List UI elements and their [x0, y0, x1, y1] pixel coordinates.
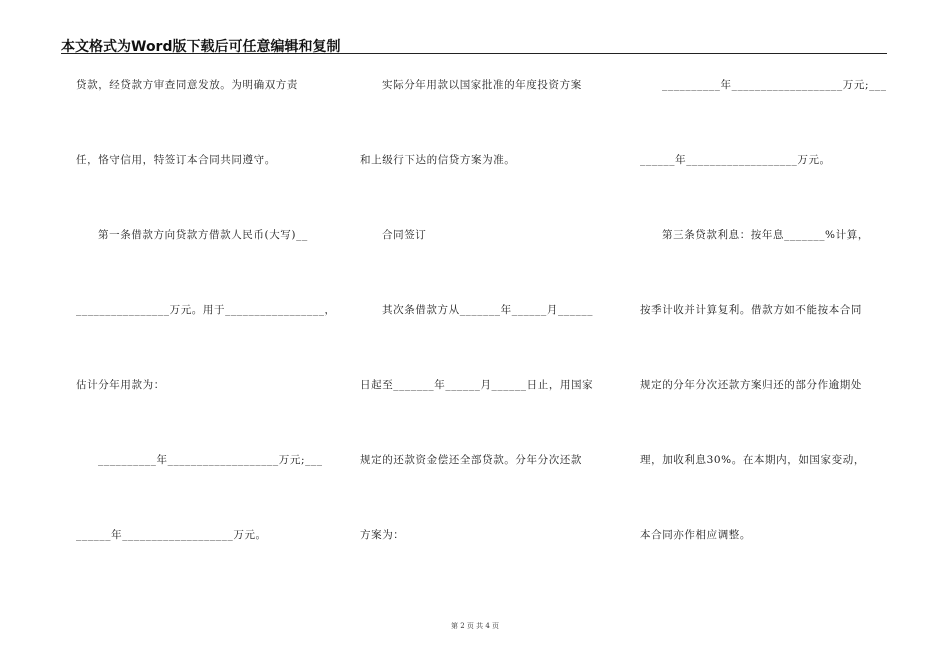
column-3-line-7: 本合同亦作相应调整。: [640, 529, 751, 541]
column-3-line-4: 按季计收并计算复利。借款方如不能按本合同: [640, 304, 862, 316]
column-1-line-6: __________年___________________万元;___: [98, 454, 323, 466]
column-2-line-3: 合同签订: [382, 229, 427, 241]
column-1-line-4: ________________万元。用于_________________，: [76, 304, 336, 316]
column-1-line-3: 第一条借款方向贷款方借款人民币(大写)__: [98, 229, 308, 241]
text-column-3: [640, 0, 890, 672]
text-column-1: [76, 0, 336, 672]
document-header-title: 本文格式为Word版下载后可任意编辑和复制: [61, 39, 341, 55]
column-1-line-5: 估计分年用款为：: [76, 379, 165, 391]
page-number-footer: 第 2 页 共 4 页: [450, 622, 500, 630]
column-1-line-2: 任，恪守信用，特签订本合同共同遵守。: [76, 154, 276, 166]
column-2-line-4: 其次条借款方从_______年______月______: [382, 304, 594, 316]
column-2-line-6: 规定的还款资金偿还全部贷款。分年分次还款: [360, 454, 582, 466]
column-2-line-2: 和上级行下达的信贷方案为准。: [360, 154, 516, 166]
column-3-line-1: __________年___________________万元;___: [662, 79, 887, 91]
column-2-line-1: 实际分年用款以国家批准的年度投资方案: [382, 79, 582, 91]
column-2-line-7: 方案为：: [360, 529, 405, 541]
column-3-line-6: 理，加收利息30%。在本期内，如国家变动，: [640, 454, 865, 466]
column-3-line-2: ______年___________________万元。: [640, 154, 831, 166]
column-1-line-7: ______年___________________万元。: [76, 529, 267, 541]
column-1-line-1: 贷款，经贷款方审查同意发放。为明确双方责: [76, 79, 298, 91]
column-2-line-5: 日起至_______年______月______日止，用国家: [360, 379, 594, 391]
column-3-line-3: 第三条贷款利息：按年息_______%计算，: [662, 229, 869, 241]
column-3-line-5: 规定的分年分次还款方案归还的部分作逾期处: [640, 379, 862, 391]
text-column-2: [360, 0, 615, 672]
